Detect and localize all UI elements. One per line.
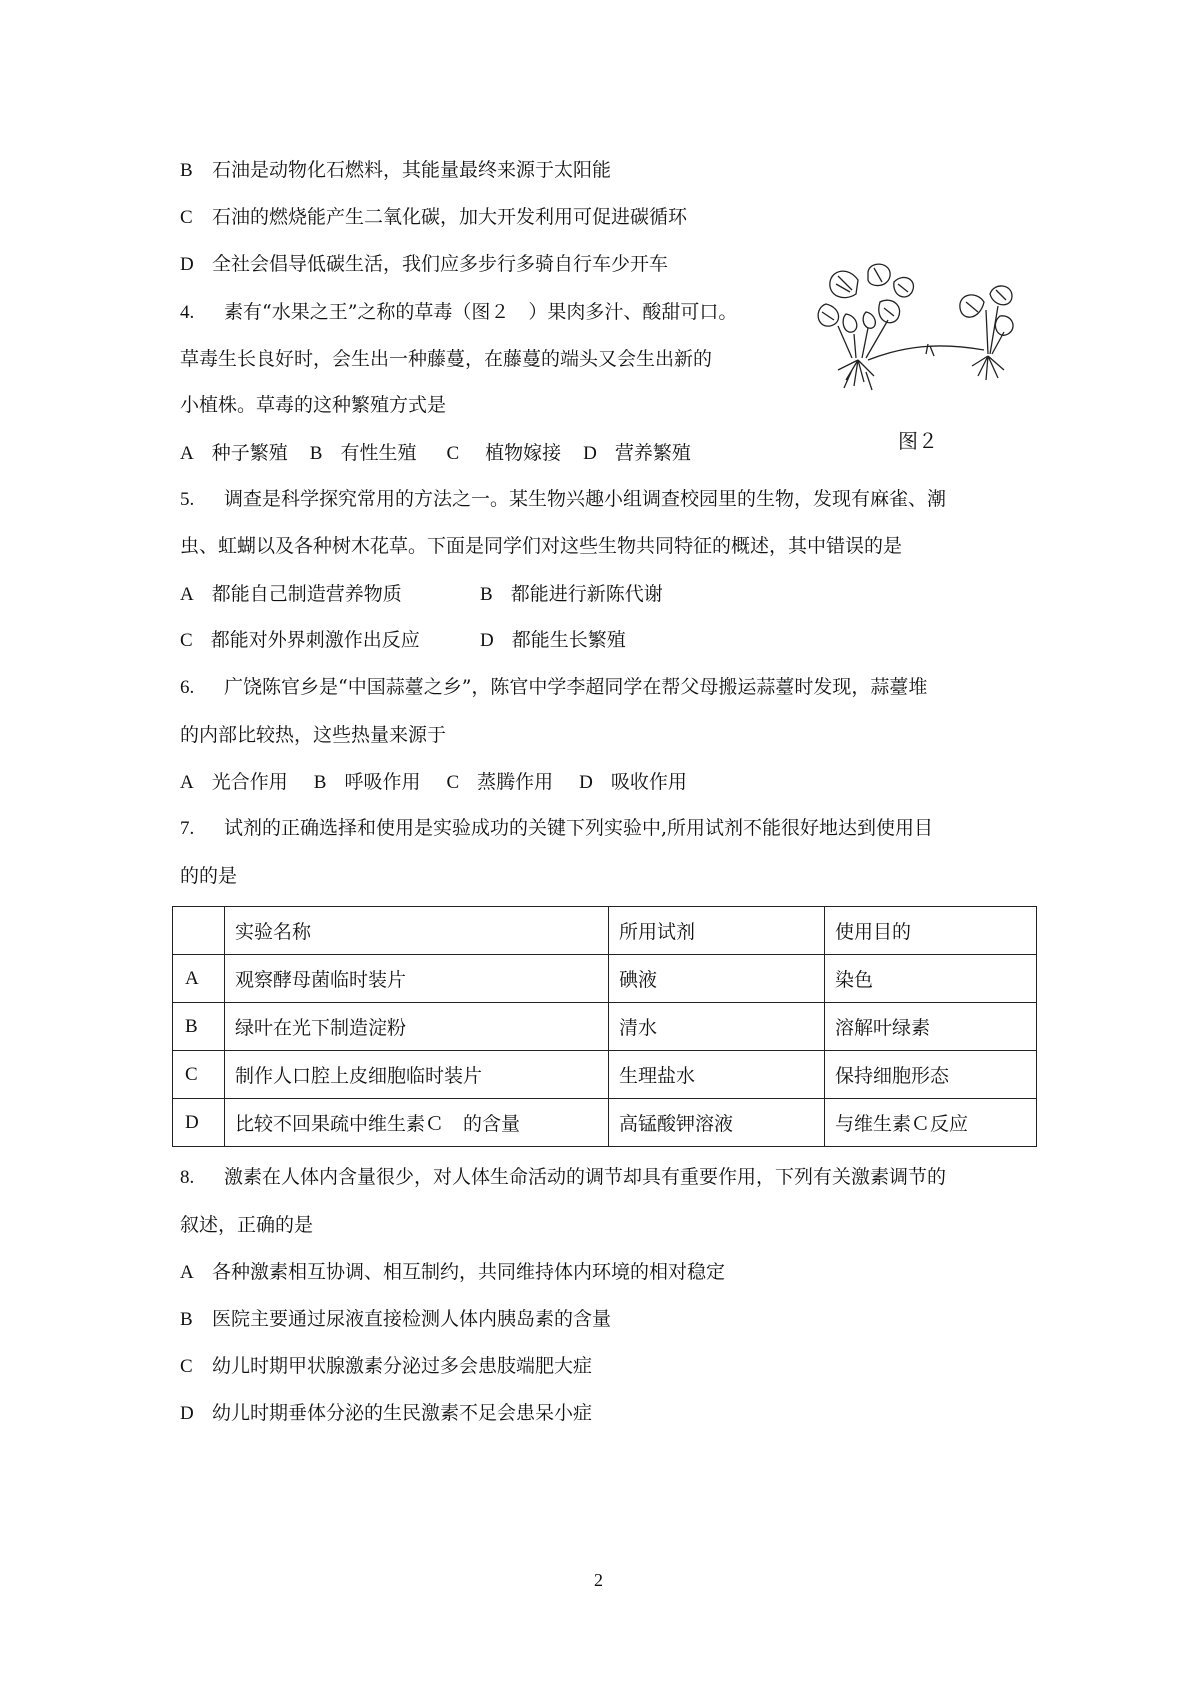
- table-cell: C: [173, 1051, 225, 1099]
- question-text: 素有“水果之王”之称的草毒（图２ ）果肉多汁、酸甜可口。: [224, 301, 738, 323]
- option-label: B: [180, 1309, 193, 1330]
- q5-options-row1: [180, 581, 663, 608]
- experiment-table: [172, 906, 1037, 1147]
- table-header-cell: [173, 907, 225, 955]
- q5-stem-line2: 虫、虹蝴以及各种树木花草。下面是同学们对这些生物共同特征的概述，其中错误的是: [180, 535, 903, 557]
- option-label: B: [180, 160, 193, 181]
- q5-option-d: D 都能生长繁殖: [480, 629, 626, 651]
- option-text: 各种激素相互协调、相互制约，共同维持体内环境的相对稳定: [212, 1261, 726, 1283]
- q6-option-a: A 光合作用: [180, 771, 288, 793]
- q8-stem-line2: 叙述，正确的是: [180, 1214, 314, 1236]
- table-cell: 与维生素Ｃ反应: [825, 1099, 1037, 1147]
- option-text: 石油的燃烧能产生二氧化碳，加大开发利用可促进碳循环: [212, 206, 688, 228]
- option-text: 全社会倡导低碳生活，我们应多步行多骑自行车少开车: [212, 253, 669, 275]
- q5-option-b: B 都能进行新陈代谢: [480, 583, 663, 605]
- option-text: 医院主要通过尿液直接检测人体内胰岛素的含量: [212, 1308, 612, 1330]
- table-row: [173, 955, 1037, 1003]
- question-number: 6.: [180, 677, 195, 698]
- q6-option-c: C 蒸腾作用: [446, 771, 554, 793]
- q5-options-row2: [180, 627, 626, 654]
- q3-option-d: [180, 251, 668, 278]
- table-header-cell: 所用试剂: [609, 907, 825, 955]
- q4-options: [180, 440, 691, 467]
- table-cell: 绿叶在光下制造淀粉: [225, 1003, 609, 1051]
- question-text: 试剂的正确选择和使用是实验成功的关键下列实验中,所用试剂不能很好地达到使用目: [224, 817, 934, 839]
- table-cell: 染色: [825, 955, 1037, 1003]
- option-label: A: [180, 1262, 194, 1283]
- q4-stem-line1: [180, 299, 737, 326]
- table-cell: 高锰酸钾溶液: [609, 1099, 825, 1147]
- q6-stem-line1: [180, 674, 927, 701]
- q8-option-b: [180, 1306, 611, 1333]
- option-text: 幼儿时期垂体分泌的生民激素不足会患呆小症: [212, 1402, 593, 1424]
- table-cell: A: [173, 955, 225, 1003]
- table-row: [173, 1003, 1037, 1051]
- q4-stem-line2: 草毒生长良好时，会生出一种藤蔓，在藤蔓的端头又会生出新的: [180, 348, 713, 370]
- q6-stem-line2: 的内部比较热，这些热量来源于: [180, 724, 447, 746]
- q3-option-c: [180, 204, 687, 231]
- option-label: C: [180, 1356, 193, 1377]
- question-number: 4.: [180, 302, 195, 323]
- question-number: 8.: [180, 1167, 195, 1188]
- q4-option-b: B 有性生殖: [309, 442, 417, 464]
- question-text: 激素在人体内含量很少，对人体生命活动的调节却具有重要作用，下列有关激素调节的: [224, 1166, 947, 1188]
- table-cell: 溶解叶绿素: [825, 1003, 1037, 1051]
- table-cell: 清水: [609, 1003, 825, 1051]
- table-row: [173, 1099, 1037, 1147]
- q4-option-d: D 营养繁殖: [583, 442, 691, 464]
- option-label: D: [180, 254, 194, 275]
- option-label: D: [180, 1403, 194, 1424]
- table-cell: 观察酵母菌临时装片: [225, 955, 609, 1003]
- question-text: 广饶陈官乡是“中国蒜薹之乡”，陈官中学李超同学在帮父母搬运蒜薹时发现，蒜薹堆: [224, 676, 928, 698]
- q8-stem-line1: [180, 1164, 946, 1191]
- q6-option-d: D 吸收作用: [579, 771, 687, 793]
- q4-stem-line3: 小植株。草毒的这种繁殖方式是: [180, 394, 447, 416]
- table-cell: 碘液: [609, 955, 825, 1003]
- q5-stem-line1: [180, 486, 946, 513]
- table-cell: B: [173, 1003, 225, 1051]
- q6-options: [180, 769, 687, 796]
- q6-option-b: B 呼吸作用: [313, 771, 421, 793]
- strawberry-plant-figure: [808, 262, 1036, 394]
- question-text: 调查是科学探究常用的方法之一。某生物兴趣小组调查校园里的生物，发现有麻雀、潮: [224, 488, 947, 510]
- table-cell: D: [173, 1099, 225, 1147]
- question-number: 5.: [180, 489, 195, 510]
- table-cell: 保持细胞形态: [825, 1051, 1037, 1099]
- option-text: 幼儿时期甲状腺激素分泌过多会患肢端肥大症: [212, 1355, 593, 1377]
- q8-option-a: [180, 1259, 725, 1286]
- q5-option-c: C 都能对外界刺激作出反应: [180, 629, 420, 651]
- table-cell: 生理盐水: [609, 1051, 825, 1099]
- table-cell: 制作人口腔上皮细胞临时装片: [225, 1051, 609, 1099]
- option-text: 石油是动物化石燃料，其能量最终来源于太阳能: [212, 159, 612, 181]
- table-cell: 比较不回果疏中维生素Ｃ 的含量: [225, 1099, 609, 1147]
- q5-option-a: A 都能自己制造营养物质: [180, 583, 402, 605]
- option-label: C: [180, 207, 193, 228]
- table-header-cell: 使用目的: [825, 907, 1037, 955]
- page-number: 2: [594, 1570, 603, 1590]
- q4-option-c: C 植物嫁接: [446, 442, 562, 464]
- table-row: [173, 1051, 1037, 1099]
- table-header-cell: 实验名称: [225, 907, 609, 955]
- q7-stem-line1: [180, 815, 933, 842]
- q8-option-c: [180, 1353, 592, 1380]
- q3-option-b: [180, 157, 611, 184]
- q7-stem-line2: 的的是: [180, 865, 238, 887]
- q4-option-a: A 种子繁殖: [180, 442, 288, 464]
- question-number: 7.: [180, 818, 195, 839]
- table-header-row: [173, 907, 1037, 955]
- q8-option-d: [180, 1400, 592, 1427]
- figure-caption: 图２: [898, 429, 938, 453]
